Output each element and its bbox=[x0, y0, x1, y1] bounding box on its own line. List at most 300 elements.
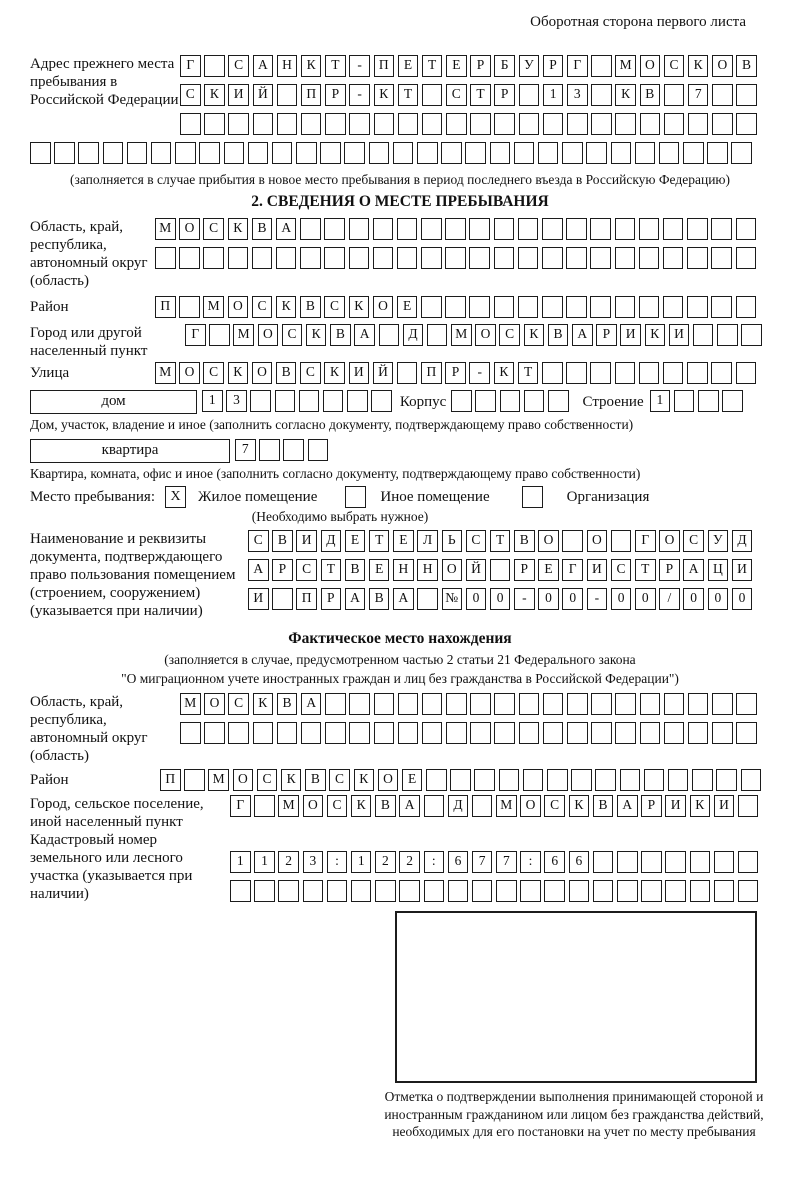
char-cell[interactable]: Р bbox=[470, 55, 491, 77]
char-cell[interactable]: В bbox=[276, 362, 297, 384]
char-cell[interactable]: М bbox=[278, 795, 299, 817]
char-cell[interactable]: А bbox=[572, 324, 593, 346]
char-cell[interactable] bbox=[397, 247, 418, 269]
char-cell[interactable]: О bbox=[179, 362, 200, 384]
char-cell[interactable]: О bbox=[475, 324, 496, 346]
char-cell[interactable] bbox=[277, 113, 298, 135]
char-cell[interactable]: С bbox=[180, 84, 201, 106]
char-cell[interactable] bbox=[615, 247, 636, 269]
stamp-box[interactable] bbox=[395, 911, 757, 1083]
char-cell[interactable]: - bbox=[514, 588, 535, 610]
char-cell[interactable] bbox=[690, 880, 711, 902]
char-cell[interactable] bbox=[175, 142, 196, 164]
char-cell[interactable] bbox=[275, 390, 296, 412]
char-cell[interactable]: В bbox=[369, 588, 390, 610]
char-cell[interactable] bbox=[299, 390, 320, 412]
char-cell[interactable] bbox=[490, 142, 511, 164]
char-cell[interactable] bbox=[635, 142, 656, 164]
char-cell[interactable] bbox=[445, 218, 466, 240]
char-cell[interactable] bbox=[736, 722, 757, 744]
char-cell[interactable] bbox=[283, 439, 304, 461]
char-cell[interactable]: А bbox=[617, 795, 638, 817]
char-cell[interactable] bbox=[347, 390, 368, 412]
char-cell[interactable] bbox=[620, 769, 641, 791]
char-cell[interactable]: С bbox=[664, 55, 685, 77]
char-cell[interactable]: К bbox=[228, 218, 249, 240]
char-cell[interactable] bbox=[640, 722, 661, 744]
char-cell[interactable] bbox=[688, 722, 709, 744]
char-cell[interactable]: О bbox=[373, 296, 394, 318]
char-cell[interactable]: В bbox=[548, 324, 569, 346]
char-cell[interactable]: Ц bbox=[708, 559, 729, 581]
char-cell[interactable]: В bbox=[305, 769, 326, 791]
char-cell[interactable] bbox=[711, 362, 732, 384]
char-cell[interactable]: К bbox=[276, 296, 297, 318]
char-cell[interactable]: Р bbox=[596, 324, 617, 346]
char-cell[interactable]: К bbox=[374, 84, 395, 106]
char-cell[interactable] bbox=[490, 559, 511, 581]
char-cell[interactable]: 7 bbox=[472, 851, 493, 873]
char-cell[interactable]: Н bbox=[277, 55, 298, 77]
char-cell[interactable] bbox=[272, 588, 293, 610]
char-cell[interactable] bbox=[325, 113, 346, 135]
char-cell[interactable] bbox=[469, 218, 490, 240]
char-cell[interactable] bbox=[155, 247, 176, 269]
char-cell[interactable] bbox=[300, 218, 321, 240]
char-cell[interactable] bbox=[615, 218, 636, 240]
char-cell[interactable]: Д bbox=[732, 530, 753, 552]
char-cell[interactable] bbox=[351, 880, 372, 902]
char-cell[interactable]: К bbox=[306, 324, 327, 346]
char-cell[interactable]: Д bbox=[321, 530, 342, 552]
char-cell[interactable] bbox=[278, 880, 299, 902]
char-cell[interactable] bbox=[543, 693, 564, 715]
char-cell[interactable] bbox=[324, 247, 345, 269]
char-cell[interactable]: П bbox=[374, 55, 395, 77]
char-cell[interactable]: Р bbox=[494, 84, 515, 106]
char-cell[interactable] bbox=[736, 362, 757, 384]
char-cell[interactable]: Г bbox=[635, 530, 656, 552]
char-cell[interactable] bbox=[424, 880, 445, 902]
char-cell[interactable] bbox=[615, 722, 636, 744]
char-cell[interactable] bbox=[731, 142, 752, 164]
char-cell[interactable]: Т bbox=[635, 559, 656, 581]
char-cell[interactable]: Р bbox=[321, 588, 342, 610]
char-cell[interactable] bbox=[611, 530, 632, 552]
char-cell[interactable]: К bbox=[569, 795, 590, 817]
char-cell[interactable] bbox=[617, 851, 638, 873]
char-cell[interactable] bbox=[639, 247, 660, 269]
char-cell[interactable] bbox=[374, 693, 395, 715]
char-cell[interactable] bbox=[272, 142, 293, 164]
char-cell[interactable]: Й bbox=[373, 362, 394, 384]
char-cell[interactable]: Е bbox=[345, 530, 366, 552]
char-cell[interactable] bbox=[398, 693, 419, 715]
char-cell[interactable]: И bbox=[665, 795, 686, 817]
char-cell[interactable] bbox=[698, 390, 719, 412]
char-cell[interactable]: К bbox=[281, 769, 302, 791]
char-cell[interactable] bbox=[470, 693, 491, 715]
char-cell[interactable]: Ь bbox=[442, 530, 463, 552]
char-cell[interactable]: К bbox=[351, 795, 372, 817]
char-cell[interactable]: - bbox=[349, 55, 370, 77]
char-cell[interactable] bbox=[254, 795, 275, 817]
char-cell[interactable] bbox=[543, 113, 564, 135]
char-cell[interactable] bbox=[617, 880, 638, 902]
char-cell[interactable] bbox=[542, 296, 563, 318]
char-cell[interactable] bbox=[470, 722, 491, 744]
char-cell[interactable] bbox=[590, 362, 611, 384]
char-cell[interactable] bbox=[644, 769, 665, 791]
char-cell[interactable] bbox=[422, 113, 443, 135]
char-cell[interactable] bbox=[496, 880, 517, 902]
char-cell[interactable] bbox=[714, 851, 735, 873]
char-cell[interactable] bbox=[421, 247, 442, 269]
char-cell[interactable] bbox=[687, 247, 708, 269]
char-cell[interactable] bbox=[421, 218, 442, 240]
char-cell[interactable] bbox=[499, 769, 520, 791]
char-cell[interactable] bbox=[469, 296, 490, 318]
char-cell[interactable] bbox=[741, 324, 762, 346]
char-cell[interactable]: С bbox=[466, 530, 487, 552]
char-cell[interactable] bbox=[543, 722, 564, 744]
char-cell[interactable]: А bbox=[393, 588, 414, 610]
char-cell[interactable] bbox=[441, 142, 462, 164]
char-cell[interactable] bbox=[374, 722, 395, 744]
char-cell[interactable]: В bbox=[252, 218, 273, 240]
char-cell[interactable] bbox=[374, 113, 395, 135]
char-cell[interactable] bbox=[179, 247, 200, 269]
char-cell[interactable]: О bbox=[258, 324, 279, 346]
char-cell[interactable] bbox=[446, 113, 467, 135]
char-cell[interactable]: В bbox=[640, 84, 661, 106]
char-cell[interactable] bbox=[371, 390, 392, 412]
char-cell[interactable] bbox=[417, 142, 438, 164]
char-cell[interactable] bbox=[615, 362, 636, 384]
char-cell[interactable]: Й bbox=[253, 84, 274, 106]
char-cell[interactable] bbox=[562, 142, 583, 164]
char-cell[interactable]: В bbox=[345, 559, 366, 581]
char-cell[interactable] bbox=[325, 693, 346, 715]
char-cell[interactable] bbox=[209, 324, 230, 346]
char-cell[interactable]: 1 bbox=[202, 390, 223, 412]
char-cell[interactable] bbox=[349, 113, 370, 135]
char-cell[interactable] bbox=[591, 55, 612, 77]
char-cell[interactable] bbox=[373, 247, 394, 269]
char-cell[interactable]: О bbox=[233, 769, 254, 791]
char-cell[interactable] bbox=[591, 693, 612, 715]
char-cell[interactable]: - bbox=[349, 84, 370, 106]
char-cell[interactable]: 0 bbox=[708, 588, 729, 610]
char-cell[interactable] bbox=[640, 113, 661, 135]
char-cell[interactable] bbox=[494, 247, 515, 269]
char-cell[interactable]: М bbox=[496, 795, 517, 817]
char-cell[interactable] bbox=[204, 722, 225, 744]
char-cell[interactable] bbox=[494, 218, 515, 240]
char-cell[interactable]: С bbox=[300, 362, 321, 384]
char-cell[interactable] bbox=[688, 113, 709, 135]
char-cell[interactable]: 2 bbox=[399, 851, 420, 873]
char-cell[interactable] bbox=[665, 851, 686, 873]
char-cell[interactable]: 3 bbox=[226, 390, 247, 412]
char-cell[interactable] bbox=[738, 880, 759, 902]
char-cell[interactable]: 0 bbox=[635, 588, 656, 610]
char-cell[interactable] bbox=[422, 84, 443, 106]
char-cell[interactable] bbox=[566, 218, 587, 240]
char-cell[interactable]: С bbox=[228, 55, 249, 77]
char-cell[interactable] bbox=[736, 218, 757, 240]
char-cell[interactable] bbox=[514, 142, 535, 164]
char-cell[interactable]: 1 bbox=[543, 84, 564, 106]
char-cell[interactable] bbox=[707, 142, 728, 164]
char-cell[interactable] bbox=[446, 722, 467, 744]
char-cell[interactable] bbox=[450, 769, 471, 791]
char-cell[interactable] bbox=[228, 247, 249, 269]
char-cell[interactable] bbox=[659, 142, 680, 164]
char-cell[interactable] bbox=[259, 439, 280, 461]
char-cell[interactable] bbox=[664, 722, 685, 744]
char-cell[interactable] bbox=[228, 722, 249, 744]
char-cell[interactable] bbox=[78, 142, 99, 164]
char-cell[interactable]: С bbox=[248, 530, 269, 552]
char-cell[interactable]: № bbox=[442, 588, 463, 610]
char-cell[interactable]: О bbox=[204, 693, 225, 715]
char-cell[interactable]: В bbox=[272, 530, 293, 552]
char-cell[interactable]: - bbox=[587, 588, 608, 610]
char-cell[interactable]: О bbox=[228, 296, 249, 318]
char-cell[interactable] bbox=[250, 390, 271, 412]
char-cell[interactable]: К bbox=[349, 296, 370, 318]
char-cell[interactable]: И bbox=[228, 84, 249, 106]
char-cell[interactable]: О bbox=[252, 362, 273, 384]
char-cell[interactable] bbox=[199, 142, 220, 164]
char-cell[interactable] bbox=[586, 142, 607, 164]
char-cell[interactable] bbox=[569, 880, 590, 902]
char-cell[interactable] bbox=[741, 769, 762, 791]
char-cell[interactable]: П bbox=[160, 769, 181, 791]
char-cell[interactable]: Р bbox=[641, 795, 662, 817]
char-cell[interactable] bbox=[687, 296, 708, 318]
char-cell[interactable]: К bbox=[354, 769, 375, 791]
char-cell[interactable] bbox=[228, 113, 249, 135]
char-cell[interactable] bbox=[722, 390, 743, 412]
char-cell[interactable] bbox=[738, 795, 759, 817]
char-cell[interactable] bbox=[494, 296, 515, 318]
char-cell[interactable] bbox=[424, 795, 445, 817]
char-cell[interactable]: Т bbox=[470, 84, 491, 106]
char-cell[interactable] bbox=[475, 390, 496, 412]
char-cell[interactable]: Д bbox=[448, 795, 469, 817]
char-cell[interactable]: 1 bbox=[351, 851, 372, 873]
char-cell[interactable] bbox=[714, 880, 735, 902]
char-cell[interactable] bbox=[398, 722, 419, 744]
char-cell[interactable]: 7 bbox=[688, 84, 709, 106]
char-cell[interactable] bbox=[712, 84, 733, 106]
char-cell[interactable]: Т bbox=[422, 55, 443, 77]
char-cell[interactable] bbox=[393, 142, 414, 164]
char-cell[interactable]: И bbox=[732, 559, 753, 581]
char-cell[interactable] bbox=[327, 880, 348, 902]
char-cell[interactable]: Л bbox=[417, 530, 438, 552]
char-cell[interactable] bbox=[296, 142, 317, 164]
char-cell[interactable]: К bbox=[645, 324, 666, 346]
char-cell[interactable]: Е bbox=[398, 55, 419, 77]
char-cell[interactable] bbox=[399, 880, 420, 902]
char-cell[interactable]: С bbox=[683, 530, 704, 552]
organization-checkbox[interactable] bbox=[522, 486, 543, 508]
char-cell[interactable] bbox=[663, 296, 684, 318]
char-cell[interactable] bbox=[203, 247, 224, 269]
char-cell[interactable]: Й bbox=[466, 559, 487, 581]
char-cell[interactable] bbox=[663, 362, 684, 384]
char-cell[interactable]: К bbox=[524, 324, 545, 346]
char-cell[interactable]: В bbox=[514, 530, 535, 552]
char-cell[interactable] bbox=[590, 247, 611, 269]
char-cell[interactable] bbox=[518, 218, 539, 240]
char-cell[interactable] bbox=[519, 113, 540, 135]
char-cell[interactable]: 7 bbox=[496, 851, 517, 873]
char-cell[interactable]: С bbox=[282, 324, 303, 346]
char-cell[interactable] bbox=[379, 324, 400, 346]
char-cell[interactable] bbox=[308, 439, 329, 461]
char-cell[interactable] bbox=[373, 218, 394, 240]
char-cell[interactable] bbox=[230, 880, 251, 902]
char-cell[interactable]: С bbox=[203, 362, 224, 384]
char-cell[interactable] bbox=[524, 390, 545, 412]
char-cell[interactable]: И bbox=[620, 324, 641, 346]
char-cell[interactable]: В bbox=[300, 296, 321, 318]
char-cell[interactable] bbox=[641, 880, 662, 902]
char-cell[interactable] bbox=[472, 795, 493, 817]
char-cell[interactable] bbox=[151, 142, 172, 164]
char-cell[interactable] bbox=[277, 84, 298, 106]
char-cell[interactable] bbox=[711, 296, 732, 318]
char-cell[interactable] bbox=[253, 722, 274, 744]
char-cell[interactable]: В bbox=[330, 324, 351, 346]
char-cell[interactable]: Е bbox=[397, 296, 418, 318]
char-cell[interactable]: 2 bbox=[278, 851, 299, 873]
char-cell[interactable] bbox=[567, 693, 588, 715]
char-cell[interactable]: А bbox=[276, 218, 297, 240]
char-cell[interactable] bbox=[639, 362, 660, 384]
char-cell[interactable]: П bbox=[301, 84, 322, 106]
char-cell[interactable]: У bbox=[708, 530, 729, 552]
char-cell[interactable] bbox=[369, 142, 390, 164]
char-cell[interactable] bbox=[615, 113, 636, 135]
char-cell[interactable]: Т bbox=[518, 362, 539, 384]
char-cell[interactable]: 3 bbox=[567, 84, 588, 106]
char-cell[interactable] bbox=[712, 722, 733, 744]
char-cell[interactable]: 0 bbox=[538, 588, 559, 610]
char-cell[interactable] bbox=[277, 722, 298, 744]
char-cell[interactable] bbox=[54, 142, 75, 164]
char-cell[interactable]: 0 bbox=[490, 588, 511, 610]
char-cell[interactable] bbox=[567, 113, 588, 135]
char-cell[interactable]: : bbox=[424, 851, 445, 873]
char-cell[interactable] bbox=[344, 142, 365, 164]
char-cell[interactable]: Д bbox=[403, 324, 424, 346]
char-cell[interactable]: 0 bbox=[611, 588, 632, 610]
char-cell[interactable]: / bbox=[659, 588, 680, 610]
char-cell[interactable] bbox=[518, 247, 539, 269]
char-cell[interactable]: 7 bbox=[235, 439, 256, 461]
char-cell[interactable] bbox=[397, 218, 418, 240]
char-cell[interactable] bbox=[591, 84, 612, 106]
char-cell[interactable]: Р bbox=[514, 559, 535, 581]
char-cell[interactable] bbox=[591, 722, 612, 744]
char-cell[interactable]: М bbox=[233, 324, 254, 346]
char-cell[interactable]: А bbox=[354, 324, 375, 346]
char-cell[interactable] bbox=[639, 218, 660, 240]
char-cell[interactable] bbox=[375, 880, 396, 902]
char-cell[interactable] bbox=[665, 880, 686, 902]
char-cell[interactable] bbox=[615, 296, 636, 318]
char-cell[interactable] bbox=[349, 247, 370, 269]
char-cell[interactable]: А bbox=[248, 559, 269, 581]
char-cell[interactable]: О bbox=[520, 795, 541, 817]
char-cell[interactable] bbox=[427, 324, 448, 346]
char-cell[interactable] bbox=[253, 113, 274, 135]
char-cell[interactable]: П bbox=[155, 296, 176, 318]
char-cell[interactable] bbox=[180, 722, 201, 744]
char-cell[interactable] bbox=[542, 362, 563, 384]
char-cell[interactable]: С bbox=[544, 795, 565, 817]
char-cell[interactable] bbox=[421, 296, 442, 318]
char-cell[interactable] bbox=[711, 247, 732, 269]
char-cell[interactable] bbox=[674, 390, 695, 412]
char-cell[interactable] bbox=[523, 769, 544, 791]
char-cell[interactable]: 0 bbox=[732, 588, 753, 610]
char-cell[interactable]: К bbox=[253, 693, 274, 715]
char-cell[interactable] bbox=[566, 247, 587, 269]
char-cell[interactable] bbox=[445, 247, 466, 269]
char-cell[interactable] bbox=[683, 142, 704, 164]
char-cell[interactable]: П bbox=[296, 588, 317, 610]
char-cell[interactable] bbox=[736, 693, 757, 715]
char-cell[interactable]: М bbox=[208, 769, 229, 791]
char-cell[interactable]: У bbox=[519, 55, 540, 77]
char-cell[interactable]: М bbox=[615, 55, 636, 77]
char-cell[interactable] bbox=[103, 142, 124, 164]
char-cell[interactable] bbox=[736, 84, 757, 106]
char-cell[interactable]: Е bbox=[538, 559, 559, 581]
char-cell[interactable]: О bbox=[378, 769, 399, 791]
char-cell[interactable] bbox=[590, 218, 611, 240]
char-cell[interactable] bbox=[639, 296, 660, 318]
char-cell[interactable]: О bbox=[538, 530, 559, 552]
char-cell[interactable]: Е bbox=[446, 55, 467, 77]
char-cell[interactable]: М bbox=[155, 218, 176, 240]
char-cell[interactable]: И bbox=[349, 362, 370, 384]
char-cell[interactable] bbox=[566, 362, 587, 384]
char-cell[interactable] bbox=[324, 218, 345, 240]
char-cell[interactable]: О bbox=[179, 218, 200, 240]
char-cell[interactable] bbox=[519, 84, 540, 106]
char-cell[interactable] bbox=[426, 769, 447, 791]
char-cell[interactable] bbox=[590, 296, 611, 318]
char-cell[interactable]: Т bbox=[325, 55, 346, 77]
char-cell[interactable]: О bbox=[712, 55, 733, 77]
char-cell[interactable]: К bbox=[324, 362, 345, 384]
char-cell[interactable] bbox=[562, 530, 583, 552]
char-cell[interactable] bbox=[687, 362, 708, 384]
char-cell[interactable] bbox=[320, 142, 341, 164]
char-cell[interactable]: И bbox=[248, 588, 269, 610]
char-cell[interactable] bbox=[445, 296, 466, 318]
char-cell[interactable]: М bbox=[180, 693, 201, 715]
char-cell[interactable]: М bbox=[203, 296, 224, 318]
char-cell[interactable]: П bbox=[421, 362, 442, 384]
